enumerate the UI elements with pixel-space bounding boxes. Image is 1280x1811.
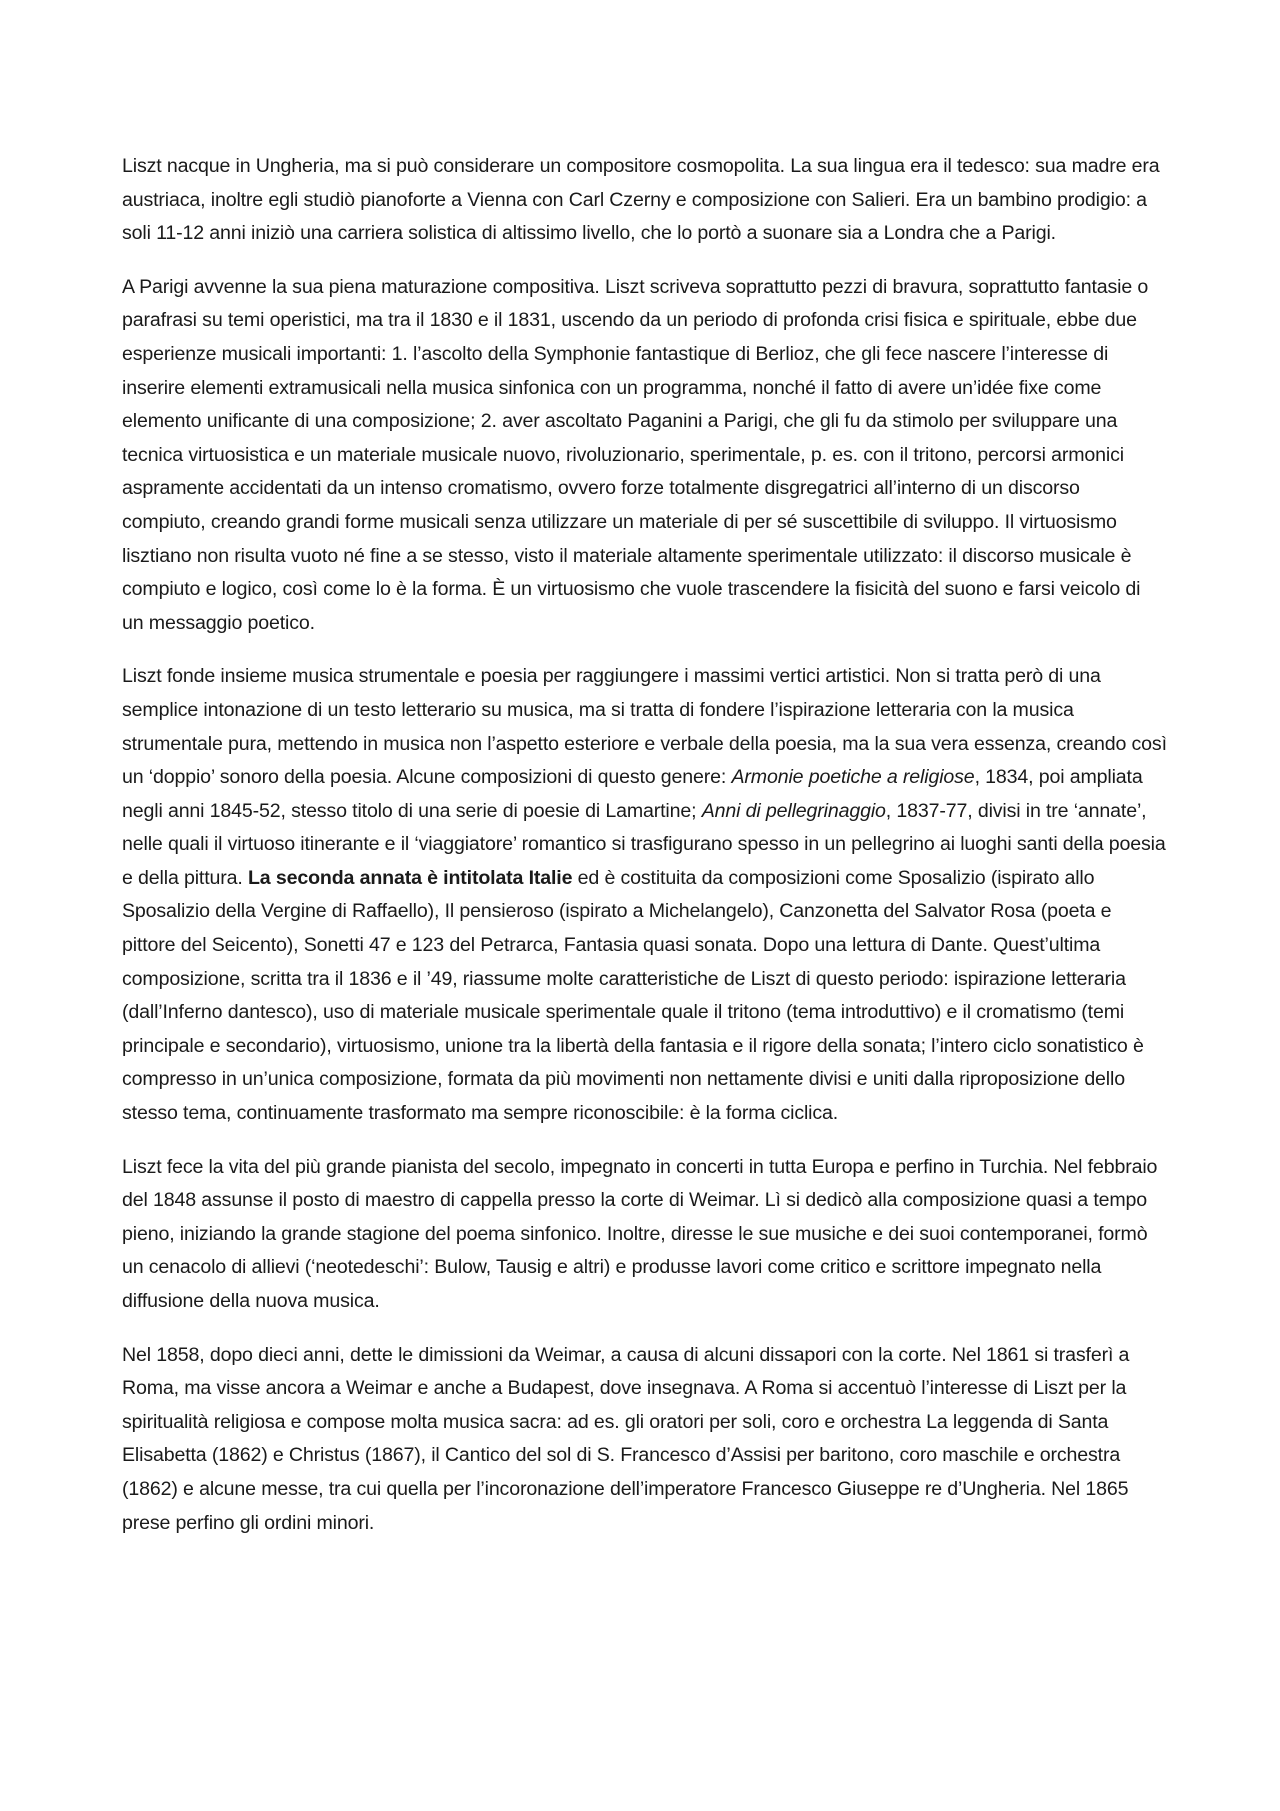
paragraph-text: , 1837-77, divisi in tre ‘annate’, nelle quali il virtuoso itinerante e il ‘viaggiatore’ romantico si trasfigurano spesso in un pellegrino ai luoghi santi della poesia e della pittura. (122, 799, 1166, 889)
paragraph-5 (122, 1339, 1167, 1541)
paragraph-text: Nel 1858, dopo dieci anni, dette le dimissioni da Weimar, a causa di alcuni dissapori con la corte. Nel 1861 si trasferì a Roma, ma visse ancora a Weimar e anche a Budapest, dove insegnava. A Roma si accentuò l’interesse di Liszt per la spiritualità religiosa e compose molta musica sacra: ad es. gli oratori per soli, coro e orchestra La leggenda di Santa Elisabetta (1862) e Christus (1867), il Cantico del sol di S. Francesco d’Assisi per baritono, coro maschile e orchestra (1862) e alcune messe, tra cui quella per l’incoronazione dell’imperatore Francesco Giuseppe re d’Ungheria. Nel 1865 prese perfino gli ordini minori. (122, 1343, 1130, 1534)
bold-highlight: La seconda annata è intitolata Italie (247, 866, 573, 889)
paragraph-text: Liszt fonde insieme musica strumentale e poesia per raggiungere i massimi vertici artistici. Non si tratta però di una semplice intonazione di un testo letterario su musica, ma si tratta di fondere l’ispirazione letteraria con la musica strumentale pura, mettendo in musica non l’aspetto esteriore e verbale della poesia, ma la sua vera essenza, creando così un ‘doppio’ sonoro della poesia. Alcune composizioni di questo genere: (122, 665, 1167, 789)
paragraph-text: , 1834, poi ampliata negli anni 1845-52, stesso titolo di una serie di poesie di Lamartine; (122, 766, 1143, 822)
paragraph-1 (122, 150, 1167, 251)
paragraph-text: Liszt fece la vita del più grande pianista del secolo, impegnato in concerti in tutta Europa e perfino in Turchia. Nel febbraio del 1848 assunse il posto di maestro di cappella presso la corte di Weimar. Lì si dedicò alla composizione quasi a tempo pieno, iniziando la grande stagione del poema sinfonico. Inoltre, diresse le sue musiche e dei suoi contemporanei, formò un cenacolo di allievi (‘neotedeschi’: Bulow, Tausig e altri) e produsse lavori come critico e scrittore impegnato nella diffusione della nuova musica. (122, 1155, 1158, 1312)
document-body (122, 150, 1167, 1560)
italic-title-armonie: Armonie poetiche a religiose (731, 766, 975, 789)
paragraph-2 (122, 271, 1167, 641)
paragraph-text: A Parigi avvenne la sua piena maturazione compositiva. Liszt scriveva soprattutto pezzi di bravura, soprattutto fantasie o parafrasi su temi operistici, ma tra il 1830 e il 1831, uscendo da un periodo di profonda crisi fisica e spirituale, ebbe due esperienze musicali importanti: 1. l’ascolto della Symphonie fantastique di Berlioz, che gli fece nascere l’interesse di inserire elementi extramusicali nella musica sinfonica con un programma, nonché il fatto di avere un’idée fixe come elemento unificante di una composizione; 2. aver ascoltato Paganini a Parigi, che gli fu da stimolo per sviluppare una tecnica virtuosistica e un materiale musicale nuovo, rivoluzionario, sperimentale, p. es. con il tritono, percorsi armonici aspramente accidentati da un intenso cromatismo, ovvero forze totalmente disgregatrici all’interno di un discorso compiuto, creando grandi forme musicali senza utilizzare un materiale di per sé suscettibile di sviluppo. Il virtuosismo lisztiano non risulta vuoto né fine a se stesso, visto il materiale altamente sperimentale utilizzato: il discorso musicale è compiuto e logico, così come lo è la forma. È un virtuosismo che vuole trascendere la fisicità del suono e farsi veicolo di un messaggio poetico. (122, 275, 1149, 634)
paragraph-3 (122, 660, 1167, 1130)
paragraph-text: Liszt nacque in Ungheria, ma si può considerare un compositore cosmopolita. La sua lingua era il tedesco: sua madre era austriaca, inoltre egli studiò pianoforte a Vienna con Carl Czerny e composizione con Salieri. Era un bambino prodigio: a soli 11-12 anni iniziò una carriera solistica di altissimo livello, che lo portò a suonare sia a Londra che a Parigi. (122, 155, 1160, 245)
paragraph-4 (122, 1151, 1167, 1319)
italic-title-anni: Anni di pellegrinaggio (701, 799, 886, 822)
paragraph-text: ed è costituita da composizioni come Sposalizio (ispirato allo Sposalizio della Vergine di Raffaello), Il pensieroso (ispirato a Michelangelo), Canzonetta del Salvator Rosa (poeta e pittore del Seicento), Sonetti 47 e 123 del Petrarca, Fantasia quasi sonata. Dopo una lettura di Dante. Quest’ultima composizione, scritta tra il 1836 e il ’49, riassume molte caratteristiche de Liszt di questo periodo: ispirazione letteraria (dall’Inferno dantesco), uso di materiale musicale sperimentale quale il tritono (tema introduttivo) e il cromatismo (temi principale e secondario), virtuosismo, unione tra la libertà della fantasia e il rigore della sonata; l’intero ciclo sonatistico è compresso in un’unica composizione, formata da più movimenti non nettamente divisi e uniti dalla riproposizione dello stesso tema, continuamente trasformato ma sempre riconoscibile: è la forma ciclica. (122, 866, 1144, 1125)
